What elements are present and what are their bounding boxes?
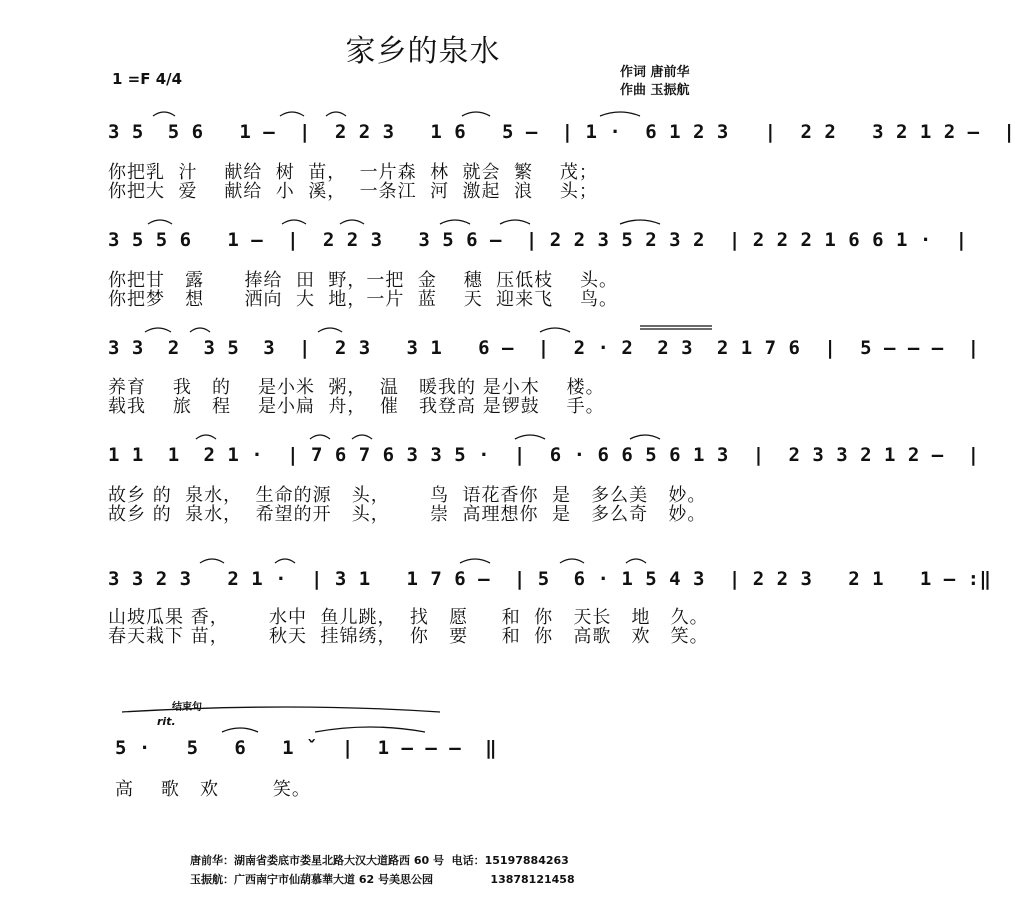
slur [315,727,425,732]
lyric-verse-2: 你把梦 想 洒向 大 地，一片 蓝 天 迎来飞 鸟。 [108,289,619,310]
slur [620,220,660,224]
lyric-verse-2: 春天栽下 苗， 秋天 挂锦绣， 你 要 和 你 高歌 欢 笑。 [108,626,709,647]
slur [340,220,364,224]
slur [310,435,330,439]
slur [600,112,640,116]
lyric-verse-1: 你把甘 露 捧给 田 野，一把 金 穗 压低枝 头。 [108,270,619,291]
slur [630,435,660,439]
key-signature: 1 =F 4/4 [112,70,183,88]
slur [560,559,584,563]
notation-line: 3 5 5 6 1 – | 2 2 3 3 5 6 – | 2 2 3 5 2 3 2 | 2 2 2 1 6 6 1 · | [108,229,968,251]
slur [626,559,646,563]
slur [500,220,530,224]
lyric-verse-2: 载我 旅 程 是小扁 舟， 催 我登高 是锣鼓 手。 [108,396,605,417]
lyric-verse-1: 山坡瓜果 香， 水中 鱼儿跳， 找 愿 和 你 天长 地 久。 [108,607,709,628]
coda-lyric: 高 歌 欢 笑。 [115,779,311,800]
slur [460,559,490,563]
phrase-bracket [122,707,440,712]
slur [462,112,490,116]
lyricist-credit: 作词 唐前华 [620,65,690,80]
notation-line: 3 3 2 3 5 3 | 2 3 3 1 6 – | 2 · 2 2 3 2 1 7 6 | 5 – – – | [108,337,980,359]
slur [145,328,171,332]
slur [153,112,175,116]
slur [540,328,570,332]
notation-line: 1 1 1 2 1 · | 7 6 7 6 3 3 5 · | 6 · 6 6 5 6 1 3 | 2 3 3 2 1 2 – | [108,444,980,466]
slur [190,328,210,332]
coda-label: 结束句 [172,702,202,713]
lyric-verse-2: 你把大 爱 献给 小 溪， 一条江 河 激起 浪 头； [108,181,598,202]
slur [280,112,304,116]
contact-lyricist: 唐前华：湖南省娄底市娄星北路大汉大道路西 60 号 电话：15197884263 [190,854,569,867]
lyric-verse-1: 养育 我 的 是小米 粥， 温 暖我的 是小木 楼。 [108,377,605,398]
lyric-verse-1: 故乡 的 泉水， 生命的源 头， 鸟 语花香你 是 多么美 妙。 [108,485,707,506]
slur [440,220,470,224]
notation-line: 3 3 2 3 2 1 · | 3 1 1 7 6 – | 5 6 · 1 5 4 3 | 2 2 3 2 1 1 – :‖ [108,568,992,590]
song-title: 家乡的泉水 [345,34,501,69]
lyric-verse-1: 你把乳 汁 献给 树 苗， 一片森 林 就会 繁 茂； [108,162,598,183]
lyric-verse-2: 故乡 的 泉水， 希望的开 头， 崇 高理想你 是 多么奇 妙。 [108,504,707,525]
slur [326,112,346,116]
slur [352,435,372,439]
slur [196,435,216,439]
slur [515,435,545,439]
slur [222,728,258,732]
composer-credit: 作曲 玉振航 [620,83,690,98]
slur [200,559,224,563]
contact-composer: 玉振航：广西南宁市仙葫慕華大道 62 号美思公园 13878121458 [190,873,575,886]
ritardando-marking: rit. [157,715,176,728]
slur [275,559,295,563]
notation-line: 3 5 5 6 1 – | 2 2 3 1 6 5 – | 1 · 6 1 2 3 | 2 2 3 2 1 2 – | [108,121,1015,143]
slur [148,220,172,224]
slur [318,328,342,332]
slur [282,220,306,224]
coda-notation-line: 5 · 5 6 1 ˇ | 1 – – – ‖ [115,737,498,759]
